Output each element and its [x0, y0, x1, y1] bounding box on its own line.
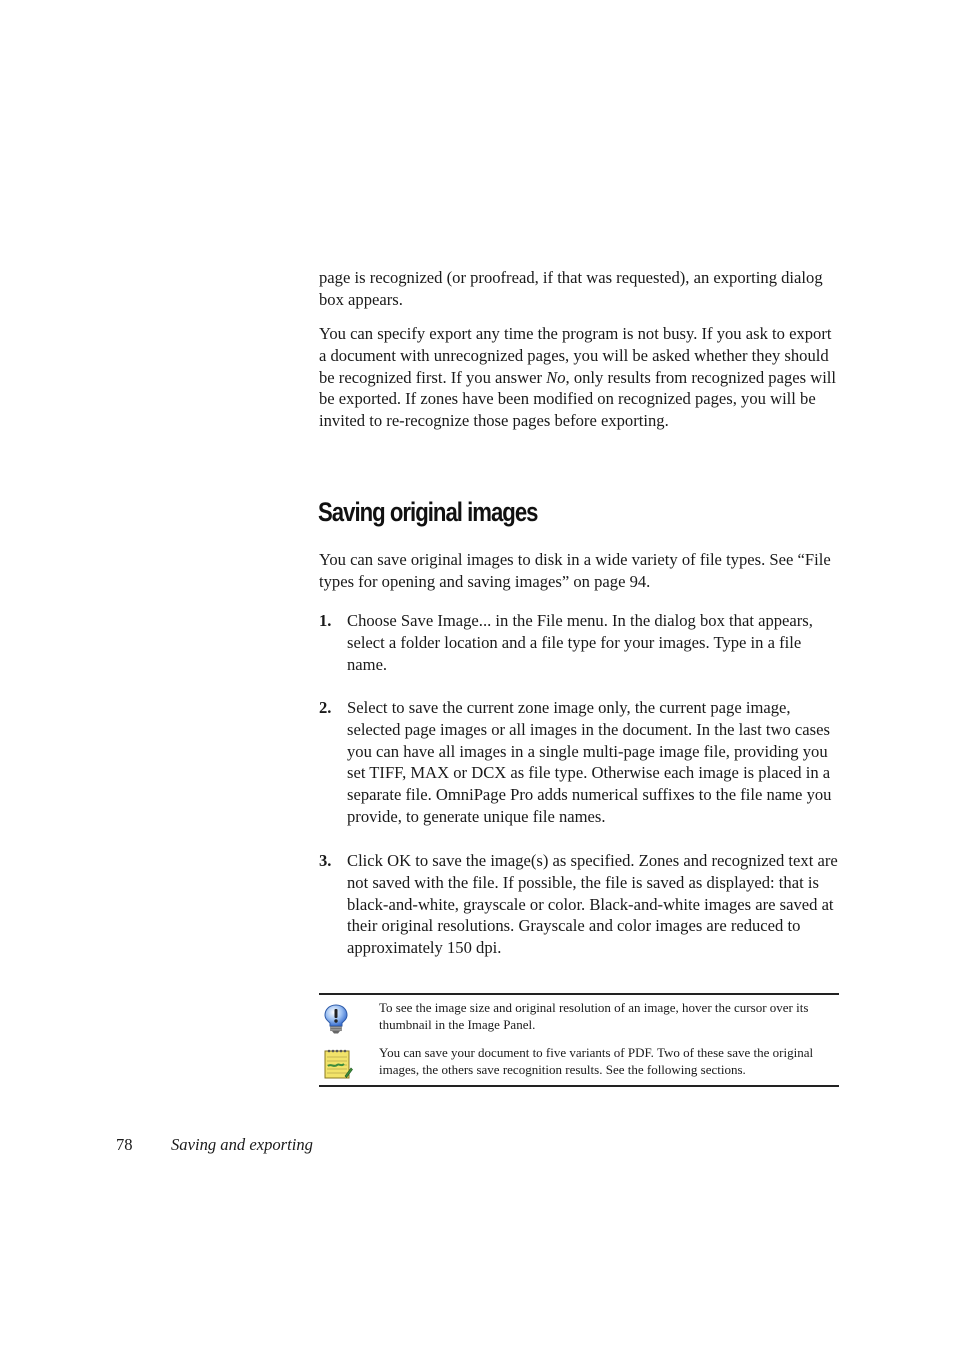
export-paragraph-part-2: , only results from recognized pages will be exported. If zones have been modified on recognized pages, you will be invited to re-recognize those pages before exporting. [319, 367, 837, 431]
step-text: Choose Save Image... in the File menu. In the dialog box that appears, select a folder location and a file type for your images. Type in a file name. [347, 611, 813, 674]
step-number: 2. [319, 698, 332, 717]
export-paragraph-italic-no: No [546, 367, 566, 387]
step-item [319, 850, 839, 959]
notes-box [319, 993, 839, 1087]
continued-paragraph: page is recognized (or proofread, if that was requested), an exporting dialog box appears. [319, 268, 823, 309]
step-item [319, 610, 839, 675]
footer-chapter-title: Saving and exporting [171, 1135, 313, 1154]
tip-note-text: To see the image size and original resolution of an image, hover the cursor over its thumbnail in the Image Panel. [379, 1000, 809, 1032]
section-heading: Saving original images [318, 497, 538, 527]
step-item [319, 697, 839, 828]
export-paragraph-part-1: You can specify export any time the program is not busy. If you ask to export a document with unrecognized pages, you will be asked whether they should be recognized first. If you answer [319, 324, 832, 387]
pdf-note-text: You can save your document to five variants of PDF. Two of these save the original images, the others save recognition results. See the following sections. [379, 1045, 814, 1077]
section-intro-paragraph: You can save original images to disk in a wide variety of file types. See “File types for opening and saving images” on page 94. [319, 550, 831, 591]
step-text: Select to save the current zone image only, the current page image, selected page images or all images in the document. In the last two cases you can have all images in a single multi-page image file, providing you set TIFF, MAX or DCX as file type. Otherwise each image is placed in a separate file. OmniPage Pro adds numerical suffixes to the file name you provide, to generate unique file names. [347, 698, 832, 826]
lightbulb-tip-icon [323, 1004, 349, 1039]
step-text: Click OK to save the image(s) as specified. Zones and recognized text are not saved with the file. If possible, the file is saved as displayed: that is black-and-white, grayscale or color. Black-and-white images are saved at their original resolutions. Grayscale and color images are reduced to approximately 150 dpi. [347, 851, 838, 958]
step-number: 1. [319, 611, 332, 630]
notepad-note-icon [323, 1048, 353, 1085]
export-paragraph [319, 323, 839, 432]
step-number: 3. [319, 851, 332, 870]
footer-page-number: 78 [116, 1135, 133, 1154]
